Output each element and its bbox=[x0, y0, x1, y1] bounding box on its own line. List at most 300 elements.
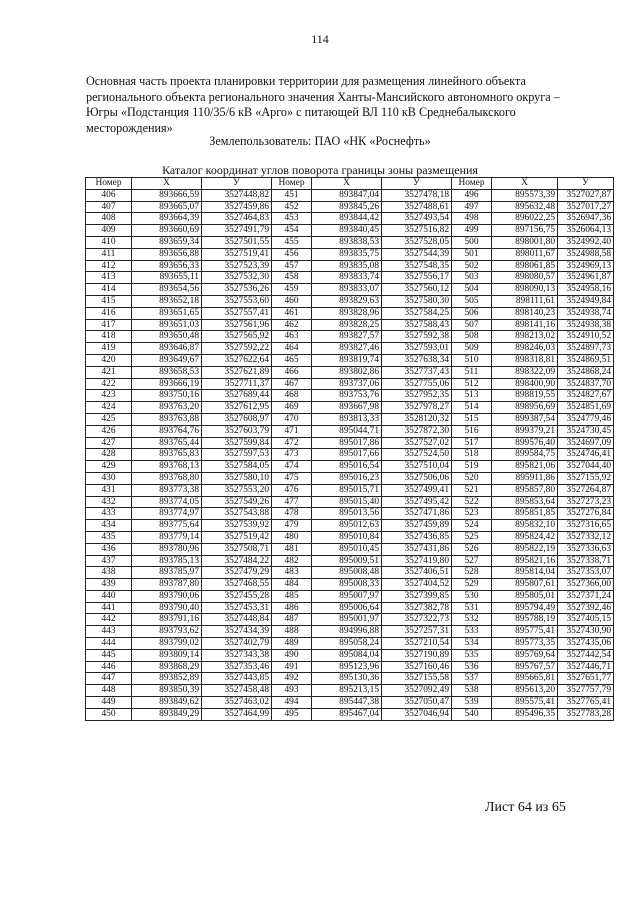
header-y-3: У bbox=[558, 178, 614, 190]
cell-x: 895008,33 bbox=[312, 579, 382, 591]
cell-number: 475 bbox=[272, 472, 312, 484]
cell-number: 459 bbox=[272, 284, 312, 296]
cell-x: 898956,69 bbox=[492, 402, 558, 414]
cell-y: 3527322,73 bbox=[382, 614, 452, 626]
cell-number: 429 bbox=[86, 461, 132, 473]
cell-number: 511 bbox=[452, 366, 492, 378]
cell-x: 893809,14 bbox=[132, 649, 202, 661]
cell-number: 478 bbox=[272, 508, 312, 520]
cell-number: 531 bbox=[452, 602, 492, 614]
cell-x: 895447,38 bbox=[312, 697, 382, 709]
table-caption: Каталог координат углов поворота границы зоны размещения bbox=[162, 163, 478, 177]
cell-x: 895832,10 bbox=[492, 520, 558, 532]
table-row bbox=[86, 295, 614, 307]
cell-x: 893833,74 bbox=[312, 272, 382, 284]
cell-number: 536 bbox=[452, 661, 492, 673]
cell-x: 893779,14 bbox=[132, 531, 202, 543]
cell-x: 895822,19 bbox=[492, 543, 558, 555]
cell-number: 449 bbox=[86, 697, 132, 709]
cell-y: 3527536,26 bbox=[202, 284, 272, 296]
cell-y: 3527519,41 bbox=[202, 248, 272, 260]
cell-y: 3527402,79 bbox=[202, 638, 272, 650]
cell-number: 442 bbox=[86, 614, 132, 626]
cell-number: 448 bbox=[86, 685, 132, 697]
table-row bbox=[86, 402, 614, 414]
cell-x: 895851,85 bbox=[492, 508, 558, 520]
sheet-number: Лист 64 из 65 bbox=[485, 800, 566, 815]
cell-y: 3527406,51 bbox=[382, 567, 452, 579]
table-row bbox=[86, 343, 614, 355]
cell-number: 451 bbox=[272, 189, 312, 201]
cell-x: 898819,55 bbox=[492, 390, 558, 402]
cell-x: 893658,53 bbox=[132, 366, 202, 378]
cell-number: 524 bbox=[452, 520, 492, 532]
cell-x: 895007,97 bbox=[312, 590, 382, 602]
cell-y: 3527593,01 bbox=[382, 343, 452, 355]
cell-number: 465 bbox=[272, 354, 312, 366]
cell-number: 430 bbox=[86, 472, 132, 484]
cell-y: 3527592,38 bbox=[382, 331, 452, 343]
cell-y: 3527524,50 bbox=[382, 449, 452, 461]
table-row bbox=[86, 284, 614, 296]
cell-number: 483 bbox=[272, 567, 312, 579]
cell-number: 506 bbox=[452, 307, 492, 319]
cell-number: 494 bbox=[272, 697, 312, 709]
cell-y: 3527316,65 bbox=[558, 520, 614, 532]
cell-x: 898246,03 bbox=[492, 343, 558, 355]
table-row bbox=[86, 236, 614, 248]
table-row bbox=[86, 685, 614, 697]
page-number: 114 bbox=[311, 32, 329, 46]
cell-y: 3527508,71 bbox=[202, 543, 272, 555]
cell-x: 893765,44 bbox=[132, 437, 202, 449]
cell-number: 457 bbox=[272, 260, 312, 272]
cell-number: 527 bbox=[452, 555, 492, 567]
cell-y: 3524697,09 bbox=[558, 437, 614, 449]
cell-y: 3527689,44 bbox=[202, 390, 272, 402]
table-row bbox=[86, 496, 614, 508]
cell-y: 3527448,82 bbox=[202, 189, 272, 201]
cell-y: 3527528,05 bbox=[382, 236, 452, 248]
cell-x: 893827,46 bbox=[312, 343, 382, 355]
cell-number: 528 bbox=[452, 567, 492, 579]
cell-x: 893655,11 bbox=[132, 272, 202, 284]
cell-y: 3527501,55 bbox=[202, 236, 272, 248]
cell-number: 454 bbox=[272, 225, 312, 237]
cell-y: 3527044,40 bbox=[558, 461, 614, 473]
cell-number: 537 bbox=[452, 673, 492, 685]
cell-number: 507 bbox=[452, 319, 492, 331]
cell-number: 461 bbox=[272, 307, 312, 319]
cell-number: 439 bbox=[86, 579, 132, 591]
cell-y: 3524746,41 bbox=[558, 449, 614, 461]
cell-x: 895807,61 bbox=[492, 579, 558, 591]
cell-number: 428 bbox=[86, 449, 132, 461]
table-row bbox=[86, 614, 614, 626]
table-row bbox=[86, 307, 614, 319]
cell-y: 3524938,74 bbox=[558, 307, 614, 319]
cell-y: 3527580,30 bbox=[382, 295, 452, 307]
cell-x: 895015,40 bbox=[312, 496, 382, 508]
cell-y: 3527431,86 bbox=[382, 543, 452, 555]
cell-y: 3527446,71 bbox=[558, 661, 614, 673]
cell-x: 895613,20 bbox=[492, 685, 558, 697]
cell-x: 893651,03 bbox=[132, 319, 202, 331]
cell-y: 3527455,28 bbox=[202, 590, 272, 602]
cell-number: 466 bbox=[272, 366, 312, 378]
cell-x: 895013,56 bbox=[312, 508, 382, 520]
cell-number: 539 bbox=[452, 697, 492, 709]
cell-y: 3527499,41 bbox=[382, 484, 452, 496]
cell-number: 487 bbox=[272, 614, 312, 626]
cell-y: 3527491,79 bbox=[202, 225, 272, 237]
cell-number: 514 bbox=[452, 402, 492, 414]
cell-y: 3527872,30 bbox=[382, 425, 452, 437]
cell-x: 895496,35 bbox=[492, 708, 558, 720]
cell-y: 3527371,24 bbox=[558, 590, 614, 602]
cell-y: 3527448,84 bbox=[202, 614, 272, 626]
cell-number: 452 bbox=[272, 201, 312, 213]
cell-number: 519 bbox=[452, 461, 492, 473]
cell-y: 3527621,89 bbox=[202, 366, 272, 378]
table-row bbox=[86, 626, 614, 638]
cell-x: 893793,62 bbox=[132, 626, 202, 638]
cell-y: 3527622,64 bbox=[202, 354, 272, 366]
cell-number: 473 bbox=[272, 449, 312, 461]
cell-number: 437 bbox=[86, 555, 132, 567]
cell-number: 484 bbox=[272, 579, 312, 591]
cell-y: 3527527,02 bbox=[382, 437, 452, 449]
cell-x: 893646,87 bbox=[132, 343, 202, 355]
cell-number: 510 bbox=[452, 354, 492, 366]
cell-number: 450 bbox=[86, 708, 132, 720]
cell-x: 893791,16 bbox=[132, 614, 202, 626]
cell-y: 3524958,16 bbox=[558, 284, 614, 296]
cell-x: 898318,81 bbox=[492, 354, 558, 366]
cell-y: 3524988,58 bbox=[558, 248, 614, 260]
cell-y: 3527336,63 bbox=[558, 543, 614, 555]
cell-x: 893790,40 bbox=[132, 602, 202, 614]
cell-x: 895016,54 bbox=[312, 461, 382, 473]
cell-number: 489 bbox=[272, 638, 312, 650]
cell-x: 893852,89 bbox=[132, 673, 202, 685]
cell-x: 893652,18 bbox=[132, 295, 202, 307]
cell-number: 414 bbox=[86, 284, 132, 296]
cell-number: 445 bbox=[86, 649, 132, 661]
cell-x: 893844,42 bbox=[312, 213, 382, 225]
cell-y: 3527353,07 bbox=[558, 567, 614, 579]
cell-y: 3527580,10 bbox=[202, 472, 272, 484]
cell-x: 893667,98 bbox=[312, 402, 382, 414]
cell-y: 3527353,46 bbox=[202, 661, 272, 673]
cell-x: 895773,35 bbox=[492, 638, 558, 650]
cell-number: 523 bbox=[452, 508, 492, 520]
cell-y: 3527443,85 bbox=[202, 673, 272, 685]
cell-x: 895769,64 bbox=[492, 649, 558, 661]
cell-x: 895012,63 bbox=[312, 520, 382, 532]
cell-x: 895009,51 bbox=[312, 555, 382, 567]
cell-number: 409 bbox=[86, 225, 132, 237]
cell-y: 3527597,53 bbox=[202, 449, 272, 461]
cell-x: 895006,64 bbox=[312, 602, 382, 614]
cell-y: 3527155,58 bbox=[382, 673, 452, 685]
cell-x: 898322,09 bbox=[492, 366, 558, 378]
table-row bbox=[86, 449, 614, 461]
cell-y: 3527442,54 bbox=[558, 649, 614, 661]
cell-number: 492 bbox=[272, 673, 312, 685]
cell-y: 3527404,52 bbox=[382, 579, 452, 591]
cell-y: 3527757,79 bbox=[558, 685, 614, 697]
cell-y: 3527765,41 bbox=[558, 697, 614, 709]
cell-y: 3527257,31 bbox=[382, 626, 452, 638]
cell-number: 509 bbox=[452, 343, 492, 355]
table-row bbox=[86, 673, 614, 685]
cell-x: 899387,54 bbox=[492, 413, 558, 425]
coordinates-table bbox=[85, 177, 614, 721]
cell-number: 436 bbox=[86, 543, 132, 555]
cell-x: 893774,97 bbox=[132, 508, 202, 520]
cell-y: 3527553,60 bbox=[202, 295, 272, 307]
cell-number: 463 bbox=[272, 331, 312, 343]
cell-y: 3527366,00 bbox=[558, 579, 614, 591]
cell-y: 3527276,84 bbox=[558, 508, 614, 520]
cell-x: 895821,06 bbox=[492, 461, 558, 473]
cell-number: 474 bbox=[272, 461, 312, 473]
cell-x: 893764,76 bbox=[132, 425, 202, 437]
cell-y: 3527399,85 bbox=[382, 590, 452, 602]
cell-y: 3527155,92 bbox=[558, 472, 614, 484]
cell-number: 422 bbox=[86, 378, 132, 390]
cell-number: 501 bbox=[452, 248, 492, 260]
cell-y: 3526947,36 bbox=[558, 213, 614, 225]
table-row bbox=[86, 213, 614, 225]
cell-number: 477 bbox=[272, 496, 312, 508]
cell-y: 3527160,46 bbox=[382, 661, 452, 673]
cell-x: 899584,75 bbox=[492, 449, 558, 461]
header-x-1: X bbox=[132, 178, 202, 190]
cell-x: 898080,57 bbox=[492, 272, 558, 284]
cell-number: 413 bbox=[86, 272, 132, 284]
cell-number: 495 bbox=[272, 708, 312, 720]
cell-x: 893835,75 bbox=[312, 248, 382, 260]
cell-number: 407 bbox=[86, 201, 132, 213]
cell-y: 3527543,88 bbox=[202, 508, 272, 520]
cell-number: 440 bbox=[86, 590, 132, 602]
cell-y: 3527539,92 bbox=[202, 520, 272, 532]
cell-y: 3527608,97 bbox=[202, 413, 272, 425]
cell-y: 3527638,34 bbox=[382, 354, 452, 366]
cell-number: 505 bbox=[452, 295, 492, 307]
cell-number: 416 bbox=[86, 307, 132, 319]
cell-number: 441 bbox=[86, 602, 132, 614]
cell-number: 426 bbox=[86, 425, 132, 437]
cell-x: 893833,07 bbox=[312, 284, 382, 296]
cell-x: 893660,69 bbox=[132, 225, 202, 237]
cell-x: 895853,64 bbox=[492, 496, 558, 508]
cell-y: 3527458,48 bbox=[202, 685, 272, 697]
table-row bbox=[86, 366, 614, 378]
cell-number: 411 bbox=[86, 248, 132, 260]
cell-number: 535 bbox=[452, 649, 492, 661]
cell-y: 3526064,13 bbox=[558, 225, 614, 237]
cell-y: 3527463,02 bbox=[202, 697, 272, 709]
cell-x: 893838,53 bbox=[312, 236, 382, 248]
cell-x: 893763,88 bbox=[132, 413, 202, 425]
cell-number: 515 bbox=[452, 413, 492, 425]
cell-number: 432 bbox=[86, 496, 132, 508]
cell-number: 456 bbox=[272, 248, 312, 260]
table-row bbox=[86, 260, 614, 272]
cell-y: 3527050,47 bbox=[382, 697, 452, 709]
cell-number: 421 bbox=[86, 366, 132, 378]
cell-y: 3527548,35 bbox=[382, 260, 452, 272]
cell-x: 898090,13 bbox=[492, 284, 558, 296]
cell-y: 3527405,15 bbox=[558, 614, 614, 626]
table-row bbox=[86, 531, 614, 543]
cell-number: 435 bbox=[86, 531, 132, 543]
cell-number: 418 bbox=[86, 331, 132, 343]
cell-y: 3527210,54 bbox=[382, 638, 452, 650]
cell-number: 486 bbox=[272, 602, 312, 614]
cell-y: 3527017,27 bbox=[558, 201, 614, 213]
cell-y: 3524869,51 bbox=[558, 354, 614, 366]
cell-x: 893774,05 bbox=[132, 496, 202, 508]
cell-y: 3527392,46 bbox=[558, 602, 614, 614]
table-row bbox=[86, 472, 614, 484]
cell-x: 895123,96 bbox=[312, 661, 382, 673]
cell-y: 3527544,39 bbox=[382, 248, 452, 260]
cell-number: 488 bbox=[272, 626, 312, 638]
cell-number: 518 bbox=[452, 449, 492, 461]
cell-number: 529 bbox=[452, 579, 492, 591]
cell-x: 896022,25 bbox=[492, 213, 558, 225]
cell-number: 526 bbox=[452, 543, 492, 555]
cell-x: 893868,29 bbox=[132, 661, 202, 673]
cell-y: 3527343,38 bbox=[202, 649, 272, 661]
table-row bbox=[86, 508, 614, 520]
cell-y: 3527459,86 bbox=[202, 201, 272, 213]
cell-number: 468 bbox=[272, 390, 312, 402]
cell-y: 3527468,55 bbox=[202, 579, 272, 591]
cell-x: 893768,80 bbox=[132, 472, 202, 484]
cell-y: 3527495,42 bbox=[382, 496, 452, 508]
cell-y: 3527711,37 bbox=[202, 378, 272, 390]
cell-number: 431 bbox=[86, 484, 132, 496]
cell-x: 893768,13 bbox=[132, 461, 202, 473]
cell-number: 521 bbox=[452, 484, 492, 496]
table-row bbox=[86, 461, 614, 473]
cell-number: 417 bbox=[86, 319, 132, 331]
cell-y: 3527471,86 bbox=[382, 508, 452, 520]
cell-number: 471 bbox=[272, 425, 312, 437]
table-row bbox=[86, 189, 614, 201]
cell-number: 427 bbox=[86, 437, 132, 449]
cell-x: 895467,04 bbox=[312, 708, 382, 720]
cell-y: 3527436,85 bbox=[382, 531, 452, 543]
cell-x: 898141,16 bbox=[492, 319, 558, 331]
cell-number: 406 bbox=[86, 189, 132, 201]
cell-y: 3527532,30 bbox=[202, 272, 272, 284]
cell-number: 446 bbox=[86, 661, 132, 673]
cell-x: 897156,75 bbox=[492, 225, 558, 237]
cell-y: 3527273,23 bbox=[558, 496, 614, 508]
cell-x: 895016,23 bbox=[312, 472, 382, 484]
cell-y: 3527479,29 bbox=[202, 567, 272, 579]
cell-y: 3527952,35 bbox=[382, 390, 452, 402]
cell-y: 3524897,73 bbox=[558, 343, 614, 355]
cell-x: 895821,16 bbox=[492, 555, 558, 567]
cell-y: 3524992,40 bbox=[558, 236, 614, 248]
cell-x: 895767,57 bbox=[492, 661, 558, 673]
cell-y: 3527459,89 bbox=[382, 520, 452, 532]
cell-number: 493 bbox=[272, 685, 312, 697]
cell-x: 893750,16 bbox=[132, 390, 202, 402]
cell-x: 893737,06 bbox=[312, 378, 382, 390]
cell-y: 3527588,43 bbox=[382, 319, 452, 331]
table-row bbox=[86, 708, 614, 720]
cell-number: 520 bbox=[452, 472, 492, 484]
cell-x: 893828,96 bbox=[312, 307, 382, 319]
table-row bbox=[86, 697, 614, 709]
cell-y: 3527190,89 bbox=[382, 649, 452, 661]
cell-y: 3527338,71 bbox=[558, 555, 614, 567]
cell-x: 898111,61 bbox=[492, 295, 558, 307]
cell-x: 895084,04 bbox=[312, 649, 382, 661]
cell-x: 895010,84 bbox=[312, 531, 382, 543]
cell-y: 3527092,49 bbox=[382, 685, 452, 697]
table-row bbox=[86, 555, 614, 567]
cell-number: 464 bbox=[272, 343, 312, 355]
cell-y: 3527264,87 bbox=[558, 484, 614, 496]
cell-number: 516 bbox=[452, 425, 492, 437]
cell-x: 893828,25 bbox=[312, 319, 382, 331]
cell-x: 893785,13 bbox=[132, 555, 202, 567]
header-y-2: У bbox=[382, 178, 452, 190]
cell-number: 410 bbox=[86, 236, 132, 248]
cell-number: 443 bbox=[86, 626, 132, 638]
cell-x: 893666,59 bbox=[132, 189, 202, 201]
cell-y: 3527584,25 bbox=[382, 307, 452, 319]
cell-x: 898140,23 bbox=[492, 307, 558, 319]
land-user: Землепользователь: ПАО «НК «Роснефть» bbox=[209, 134, 431, 148]
cell-number: 476 bbox=[272, 484, 312, 496]
table-row bbox=[86, 272, 614, 284]
cell-x: 893763,20 bbox=[132, 402, 202, 414]
cell-y: 3527516,82 bbox=[382, 225, 452, 237]
cell-number: 481 bbox=[272, 543, 312, 555]
table-header-row bbox=[86, 178, 614, 190]
cell-number: 433 bbox=[86, 508, 132, 520]
cell-x: 895857,80 bbox=[492, 484, 558, 496]
cell-y: 3527435,06 bbox=[558, 638, 614, 650]
cell-x: 893773,38 bbox=[132, 484, 202, 496]
cell-y: 3527506,06 bbox=[382, 472, 452, 484]
table-row bbox=[86, 649, 614, 661]
cell-y: 3524837,70 bbox=[558, 378, 614, 390]
cell-x: 893780,96 bbox=[132, 543, 202, 555]
cell-y: 3524938,38 bbox=[558, 319, 614, 331]
table-row bbox=[86, 378, 614, 390]
cell-number: 517 bbox=[452, 437, 492, 449]
cell-number: 412 bbox=[86, 260, 132, 272]
cell-number: 420 bbox=[86, 354, 132, 366]
cell-number: 498 bbox=[452, 213, 492, 225]
table-row bbox=[86, 484, 614, 496]
cell-y: 3524961,87 bbox=[558, 272, 614, 284]
cell-x: 893775,64 bbox=[132, 520, 202, 532]
cell-x: 895805,01 bbox=[492, 590, 558, 602]
cell-number: 419 bbox=[86, 343, 132, 355]
